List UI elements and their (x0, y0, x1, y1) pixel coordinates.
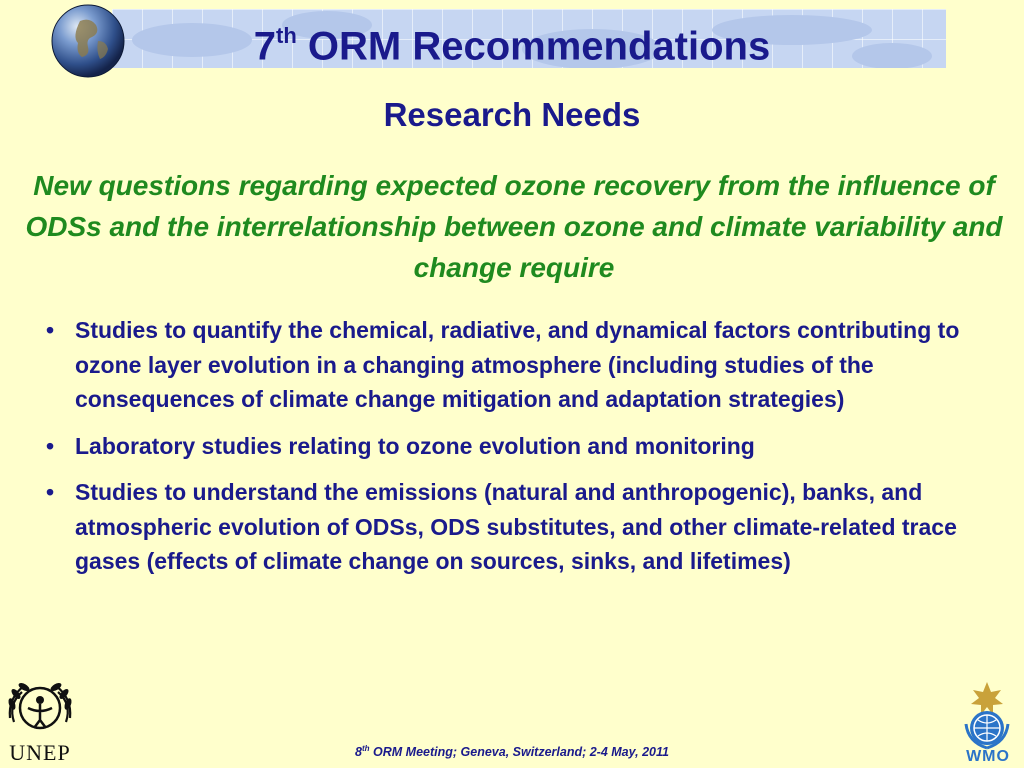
subtitle: Research Needs (383, 96, 641, 133)
title-number: 7 (253, 24, 277, 69)
bullet-list (44, 313, 974, 591)
footer-text: ORM Meeting; Geneva, Switzerland; 2-4 May, 2011 (369, 745, 669, 760)
bullet-icon: • (46, 432, 55, 459)
intro-text: New questions regarding expected ozone recovery from the influence of ODSs and the interrelationship between ozone and climate variability and change require (25, 170, 1003, 283)
footer-number: 8 (355, 745, 362, 760)
bullet-item (44, 429, 974, 464)
bullet-text: Laboratory studies relating to ozone evolution and monitoring (75, 432, 755, 459)
bullet-icon: • (46, 317, 55, 343)
bullet-item (44, 313, 974, 417)
bullet-item (44, 475, 974, 579)
footer (0, 744, 1024, 759)
unep-label: UNEP (9, 740, 71, 765)
title-text: ORM Recommendations (296, 24, 771, 69)
wmo-label: WMO (966, 748, 1010, 765)
bullet-icon: • (46, 479, 55, 505)
title-superscript: th (276, 23, 297, 48)
bullet-text: Studies to understand the emissions (natural and anthropogenic), banks, and atmospheric evolution of ODSs, ODS substitutes, and other climate-related trace gases (effects of climate change on sources, sinks, and lifetimes) (75, 479, 957, 574)
page-title (112, 12, 912, 72)
bullet-text: Studies to quantify the chemical, radiative, and dynamical factors contributing to ozone layer evolution in a changing atmosphere (including studies of the consequences of climate change mitigation and adaptation strategies) (75, 317, 960, 412)
footer-superscript: th (362, 744, 370, 753)
